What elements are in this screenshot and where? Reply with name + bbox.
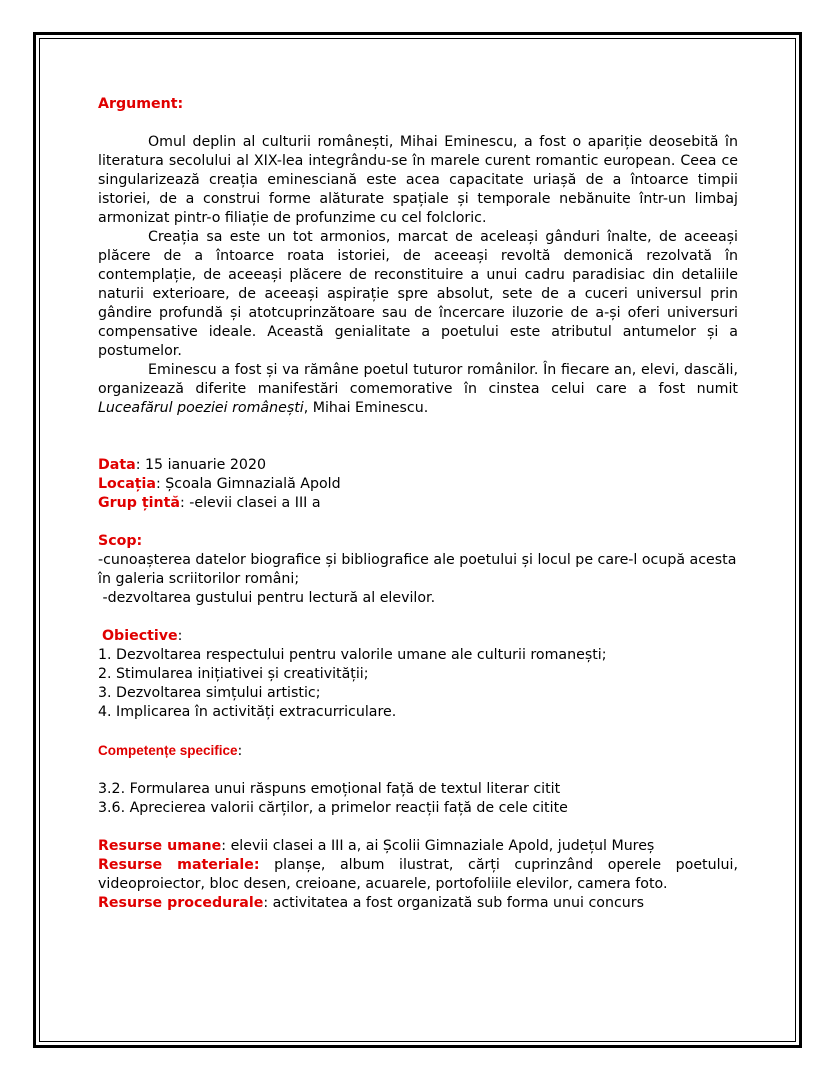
material-resources-value: planșe, album ilustrat, cărți cuprinzând operele poetului, videoproiector, bloc desen, creioane, acuarele, portofoliile elevilor, camera foto. [98,857,738,892]
location-value: : Școala Gimnazială Apold [156,476,341,492]
argument-body [98,133,738,418]
argument-paragraph-3 [98,361,738,418]
argument-p3-end: , Mihai Eminescu. [303,400,429,416]
competence-item-1: 3.2. Formularea unui răspuns emoțional față de textul literar citit [98,781,561,797]
info-target-group [98,494,738,513]
objectives-heading [98,627,738,646]
argument-paragraph-1: Omul deplin al culturii românești, Mihai Eminescu, a fost o apariție deosebită în literatura secolului al XIX-lea integrându-se în marele curent romantic european. Ceea ce singularizează creația eminesciană este acea capacitate uriașă de a întoarce timpii istoriei, de a construi forme alăturate spațiale și temporale nebănuite într-un limbaj armonizat pintr-o filiație de profunzime cu cel folcloric. [98,134,738,226]
scop-line-2: -dezvoltarea gustului pentru lectură al elevilor. [98,590,436,606]
material-resources-label: Resurse materiale: [98,857,260,873]
info-location [98,475,738,494]
objectives-title: Obiective [102,628,178,644]
group-value: : -elevii clasei a III a [179,495,321,511]
resources-procedural [98,894,738,913]
competences-title: Competențe specifice [98,743,238,758]
argument-p3-title: Luceafărul poeziei românești [98,400,304,416]
human-resources-label: Resurse umane [98,838,222,854]
procedural-resources-value: : activitatea a fost organizată sub forma unui concurs [263,895,644,911]
objective-item-3: 3. Dezvoltarea simțului artistic; [98,685,321,701]
objective-item-4: 4. Implicarea în activități extracurriculare. [98,704,397,720]
argument-heading: Argument: [98,96,184,112]
document-page [98,95,738,913]
human-resources-value: : elevii clasei a III a, ai Școlii Gimnaziale Apold, județul Mureș [221,838,655,854]
resources-material [98,856,738,894]
objective-item-1: 1. Dezvoltarea respectului pentru valorile umane ale culturii romanești; [98,647,607,663]
info-date [98,456,738,475]
competences-colon: : [237,743,243,759]
argument-p3-start: Eminescu a fost și va rămâne poetul tuturor românilor. În fiecare an, elevi, dascăli, organizează diferite manifestări comemorative în cinstea celui care a fost numit [98,362,738,397]
date-value: : 15 ianuarie 2020 [135,457,267,473]
group-label: Grup țintă [98,495,180,511]
competence-item-2: 3.6. Aprecierea valorii cărților, a primelor reacții față de cele citite [98,800,568,816]
date-label: Data [98,457,136,473]
scop-heading: Scop: [98,533,143,549]
objective-item-2: 2. Stimularea inițiativei și creativității; [98,666,369,682]
objectives-colon: : [177,628,183,644]
argument-paragraph-2: Creația sa este un tot armonios, marcat de aceleași gânduri înalte, de aceeași plăcere de a întoarce roata istoriei, de aceeași revoltă demonică rezolvată în contemplație, de aceeași plăcere de reconstituire a unui cadru paradisiac din detaliile naturii exterioare, de aceeași aspirație spre absolut, sete de a cuceri universul prin gândire profundă și atotcuprinzătoare sau de încercare iluzorie de a-și oferi universuri compensative ideale. Această genialitate a poetului este atributul antumelor și a postumelor. [98,229,738,359]
location-label: Locația [98,476,156,492]
procedural-resources-label: Resurse procedurale [98,895,264,911]
competences-heading [98,741,738,761]
resources-human [98,837,738,856]
scop-line-1: -cunoașterea datelor biografice și bibliografice ale poetului și locul pe care-l ocupă acesta în galeria scriitorilor români; [98,552,737,587]
